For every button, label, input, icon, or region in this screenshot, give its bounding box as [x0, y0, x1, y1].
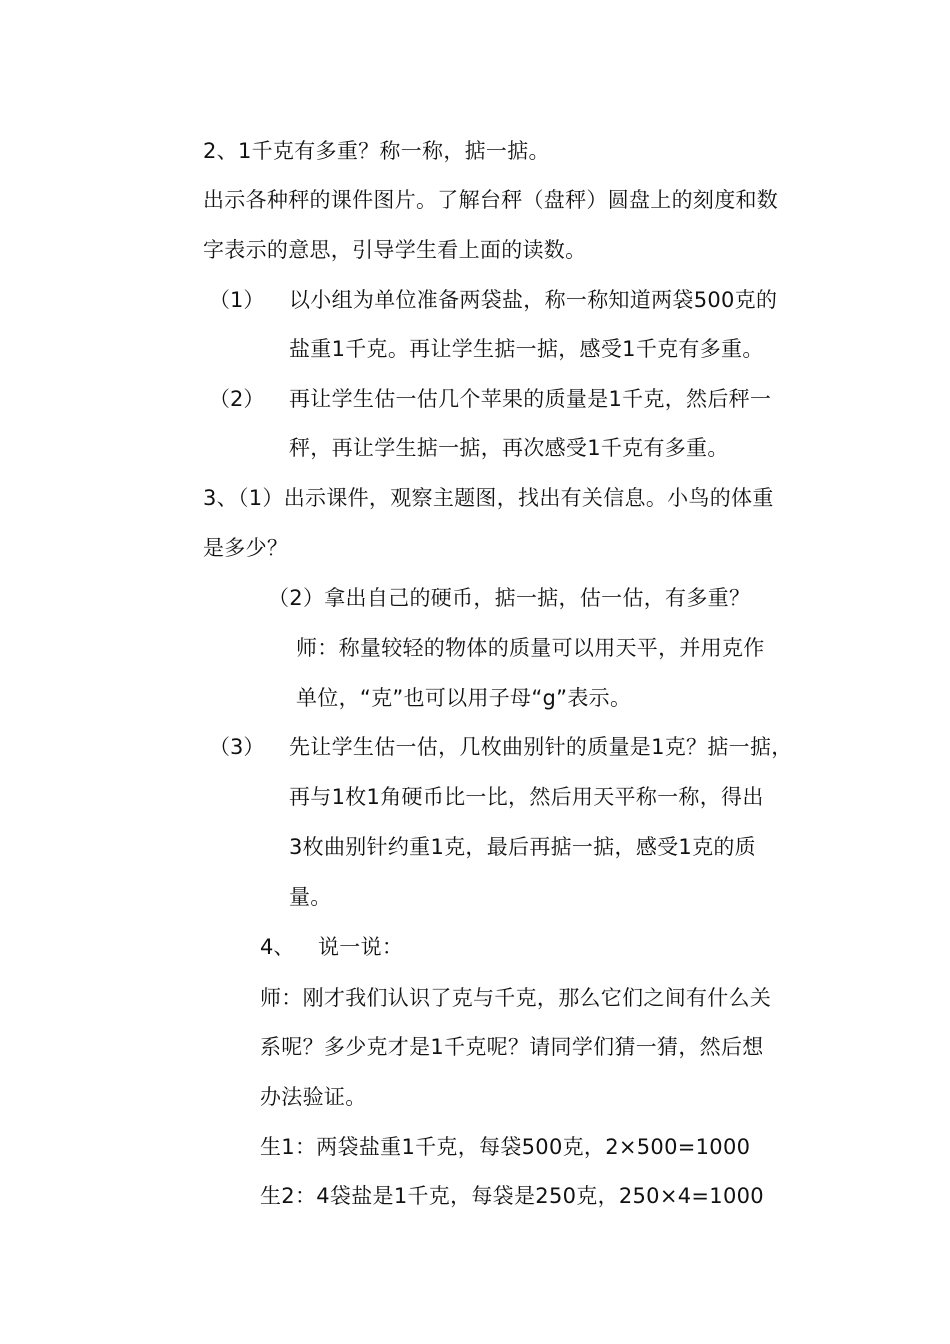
text-line: 字表示的意思，引导学生看上面的读数。 [203, 238, 587, 262]
text-line: 是多少？ [203, 536, 289, 560]
text-line: 2、1千克有多重？称一称，掂一掂。 [203, 139, 550, 163]
text-line: 师：称量较轻的物体的质量可以用天平，并用克作 [296, 636, 765, 660]
text-line: 再与1枚1角硬币比一比，然后用天平称一称，得出 [289, 785, 764, 809]
text-line: 出示各种秤的课件图片。了解台秤（盘秤）圆盘上的刻度和数 [203, 188, 779, 212]
text-line: 盐重1千克。再让学生掂一掂，感受1千克有多重。 [289, 337, 764, 361]
text-line: 先让学生估一估，几枚曲别针的质量是1克？掂一掂， [289, 735, 793, 759]
text-line: 办法验证。 [260, 1085, 367, 1109]
text-line: 生2：4袋盐是1千克，每袋是250克，250×4=1000 [260, 1184, 764, 1208]
text-line: 生1：两袋盐重1千克，每袋500克，2×500=1000 [260, 1135, 751, 1159]
text-line: 秤，再让学生掂一掂，再次感受1千克有多重。 [289, 436, 729, 460]
list-marker: 4、 [260, 935, 295, 959]
text-line: （2）拿出自己的硬币，掂一掂，估一估，有多重？ [268, 586, 751, 610]
text-line: 系呢？多少克才是1千克呢？请同学们猜一猜，然后想 [260, 1035, 764, 1059]
text-line: 以小组为单位准备两袋盐，称一称知道两袋500克的 [289, 288, 778, 312]
text-line: 师：刚才我们认识了克与千克，那么它们之间有什么关 [260, 986, 772, 1010]
text-line: 再让学生估一估几个苹果的质量是1千克，然后秤一 [289, 387, 772, 411]
list-marker: （3） [209, 735, 265, 759]
text-line: 3、（1）出示课件，观察主题图，找出有关信息。小鸟的体重 [203, 486, 774, 510]
text-line: 说一说： [318, 935, 404, 959]
text-line: 3枚曲别针约重1克，最后再掂一掂，感受1克的质 [289, 835, 756, 859]
list-marker: （2） [209, 387, 265, 411]
text-line: 量。 [289, 885, 332, 909]
list-marker: （1） [209, 288, 265, 312]
text-line: 单位，“克”也可以用子母“g”表示。 [296, 686, 632, 710]
